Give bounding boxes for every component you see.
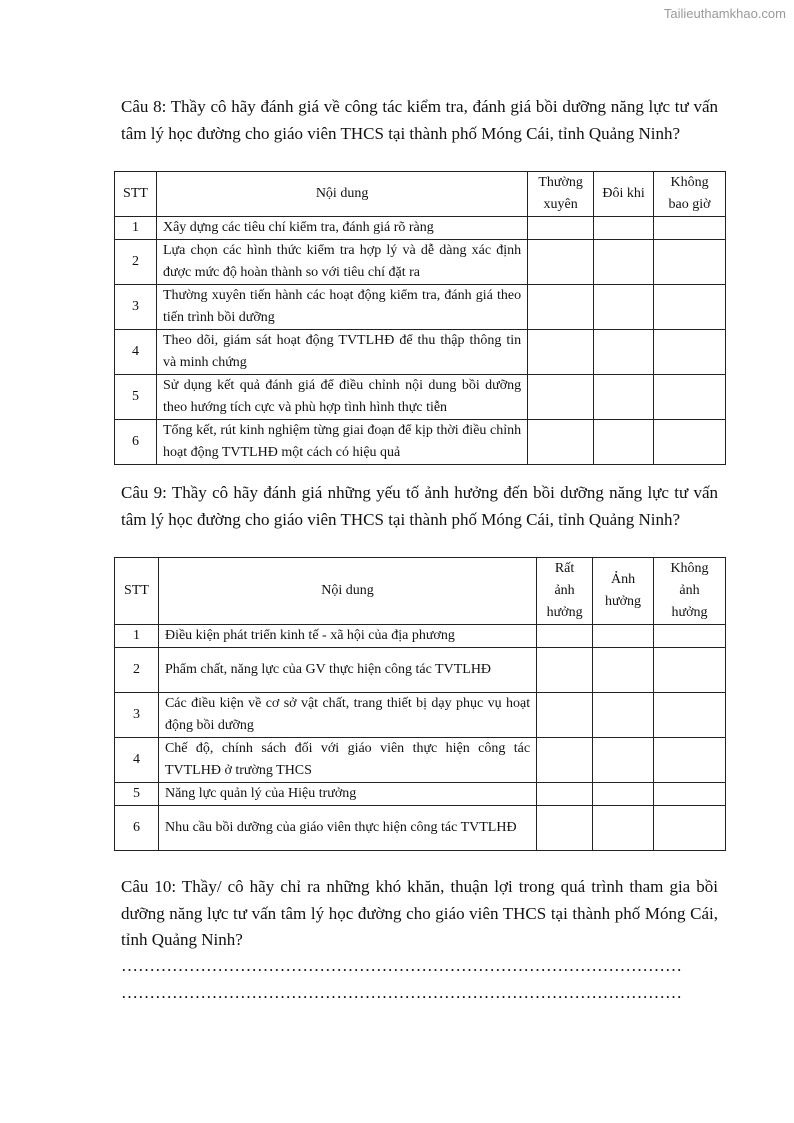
answer-cell-influential[interactable] (593, 648, 654, 693)
question-9-table (114, 557, 726, 851)
answer-cell-sometimes[interactable] (594, 285, 654, 330)
header-content: Nội dung (156, 172, 527, 217)
header-not-influential: Không ảnh hưởng (654, 558, 726, 625)
table-row (115, 625, 726, 648)
table-row (115, 420, 726, 465)
header-stt: STT (115, 558, 159, 625)
answer-cell-sometimes[interactable] (594, 420, 654, 465)
table-row (115, 783, 726, 806)
row-number: 6 (115, 806, 159, 851)
table-row (115, 693, 726, 738)
answer-cell-never[interactable] (654, 217, 726, 240)
row-number: 4 (115, 330, 157, 375)
watermark: Tailieuthamkhao.com (663, 6, 786, 21)
row-number: 3 (115, 285, 157, 330)
answer-cell-influential[interactable] (593, 806, 654, 851)
answer-cell-frequently[interactable] (528, 375, 594, 420)
row-content: Theo dõi, giám sát hoạt động TVTLHĐ để thu thập thông tin và minh chứng (156, 330, 527, 375)
question-9-text: Câu 9: Thầy cô hãy đánh giá những yếu tố ảnh hưởng đến bồi dưỡng năng lực tư vấn tâm lý học đường cho giáo viên THCS tại thành phố Móng Cái, tỉnh Quảng Ninh? (121, 483, 718, 529)
answer-cell-never[interactable] (654, 330, 726, 375)
answer-cell-not-influential[interactable] (654, 783, 726, 806)
row-content: Năng lực quản lý của Hiệu trưởng (158, 783, 536, 806)
row-content: Phẩm chất, năng lực của GV thực hiện công tác TVTLHĐ (158, 648, 536, 693)
row-number: 1 (115, 217, 157, 240)
table-row (115, 285, 726, 330)
row-content: Nhu cầu bồi dưỡng của giáo viên thực hiện công tác TVTLHĐ (158, 806, 536, 851)
answer-line-2[interactable]: ……………………………………………………………………………………… (121, 983, 682, 1002)
answer-cell-not-influential[interactable] (654, 625, 726, 648)
answer-cell-never[interactable] (654, 285, 726, 330)
answer-cell-sometimes[interactable] (594, 330, 654, 375)
row-number: 5 (115, 375, 157, 420)
answer-cell-very-influential[interactable] (537, 806, 593, 851)
row-number: 6 (115, 420, 157, 465)
answer-cell-not-influential[interactable] (654, 738, 726, 783)
row-content: Chế độ, chính sách đối với giáo viên thực hiện công tác TVTLHĐ ở trường THCS (158, 738, 536, 783)
row-content: Xây dựng các tiêu chí kiểm tra, đánh giá rõ ràng (156, 217, 527, 240)
answer-cell-very-influential[interactable] (537, 783, 593, 806)
table-row (115, 806, 726, 851)
row-number: 2 (115, 648, 159, 693)
row-content: Các điều kiện về cơ sở vật chất, trang thiết bị dạy phục vụ hoạt động bồi dưỡng (158, 693, 536, 738)
question-8-table (114, 171, 726, 465)
answer-cell-sometimes[interactable] (594, 375, 654, 420)
row-number: 2 (115, 240, 157, 285)
row-content: Lựa chọn các hình thức kiểm tra hợp lý và dễ dàng xác định được mức độ hoàn thành so với tiêu chí đặt ra (156, 240, 527, 285)
table-header-row (115, 558, 726, 625)
table-row (115, 330, 726, 375)
answer-cell-never[interactable] (654, 240, 726, 285)
header-never: Không bao giờ (654, 172, 726, 217)
table-row (115, 375, 726, 420)
answer-cell-very-influential[interactable] (537, 648, 593, 693)
answer-cell-sometimes[interactable] (594, 240, 654, 285)
answer-cell-very-influential[interactable] (537, 625, 593, 648)
header-content: Nội dung (158, 558, 536, 625)
answer-line-1[interactable]: ……………………………………………………………………………………… (121, 956, 682, 975)
answer-cell-never[interactable] (654, 420, 726, 465)
answer-cell-influential[interactable] (593, 783, 654, 806)
row-content: Điều kiện phát triển kinh tế - xã hội của địa phương (158, 625, 536, 648)
answer-cell-not-influential[interactable] (654, 806, 726, 851)
table-row (115, 240, 726, 285)
table-row (115, 738, 726, 783)
header-sometimes: Đôi khi (594, 172, 654, 217)
question-8-text: Câu 8: Thầy cô hãy đánh giá về công tác kiểm tra, đánh giá bồi dưỡng năng lực tư vấn tâm lý học đường cho giáo viên THCS tại thành phố Móng Cái, tỉnh Quảng Ninh? (121, 97, 718, 143)
question-10-text: Câu 10: Thầy/ cô hãy chỉ ra những khó khăn, thuận lợi trong quá trình tham gia bồi dưỡng năng lực tư vấn tâm lý học đường cho giáo viên THCS tại thành phố Móng Cái, tỉnh Quảng Ninh? (121, 877, 718, 949)
answer-cell-not-influential[interactable] (654, 648, 726, 693)
answer-cell-frequently[interactable] (528, 285, 594, 330)
answer-cell-frequently[interactable] (528, 420, 594, 465)
answer-cell-very-influential[interactable] (537, 693, 593, 738)
row-number: 3 (115, 693, 159, 738)
answer-cell-influential[interactable] (593, 738, 654, 783)
answer-cell-frequently[interactable] (528, 240, 594, 285)
row-content: Thường xuyên tiến hành các hoạt động kiểm tra, đánh giá theo tiến trình bồi dưỡng (156, 285, 527, 330)
answer-cell-frequently[interactable] (528, 330, 594, 375)
header-frequently: Thường xuyên (528, 172, 594, 217)
table-header-row (115, 172, 726, 217)
header-stt: STT (115, 172, 157, 217)
answer-cell-very-influential[interactable] (537, 738, 593, 783)
row-number: 1 (115, 625, 159, 648)
answer-cell-influential[interactable] (593, 625, 654, 648)
answer-cell-not-influential[interactable] (654, 693, 726, 738)
answer-cell-never[interactable] (654, 375, 726, 420)
row-content: Tổng kết, rút kinh nghiệm từng giai đoạn để kịp thời điều chỉnh hoạt động TVTLHĐ một cách có hiệu quả (156, 420, 527, 465)
row-number: 5 (115, 783, 159, 806)
answer-cell-sometimes[interactable] (594, 217, 654, 240)
row-number: 4 (115, 738, 159, 783)
table-row (115, 217, 726, 240)
answer-cell-frequently[interactable] (528, 217, 594, 240)
answer-cell-influential[interactable] (593, 693, 654, 738)
header-influential: Ảnh hưởng (593, 558, 654, 625)
header-very-influential: Rất ảnh hưởng (537, 558, 593, 625)
table-row (115, 648, 726, 693)
row-content: Sử dụng kết quả đánh giá để điều chỉnh nội dung bồi dưỡng theo hướng tích cực và phù hợp tình hình thực tiễn (156, 375, 527, 420)
